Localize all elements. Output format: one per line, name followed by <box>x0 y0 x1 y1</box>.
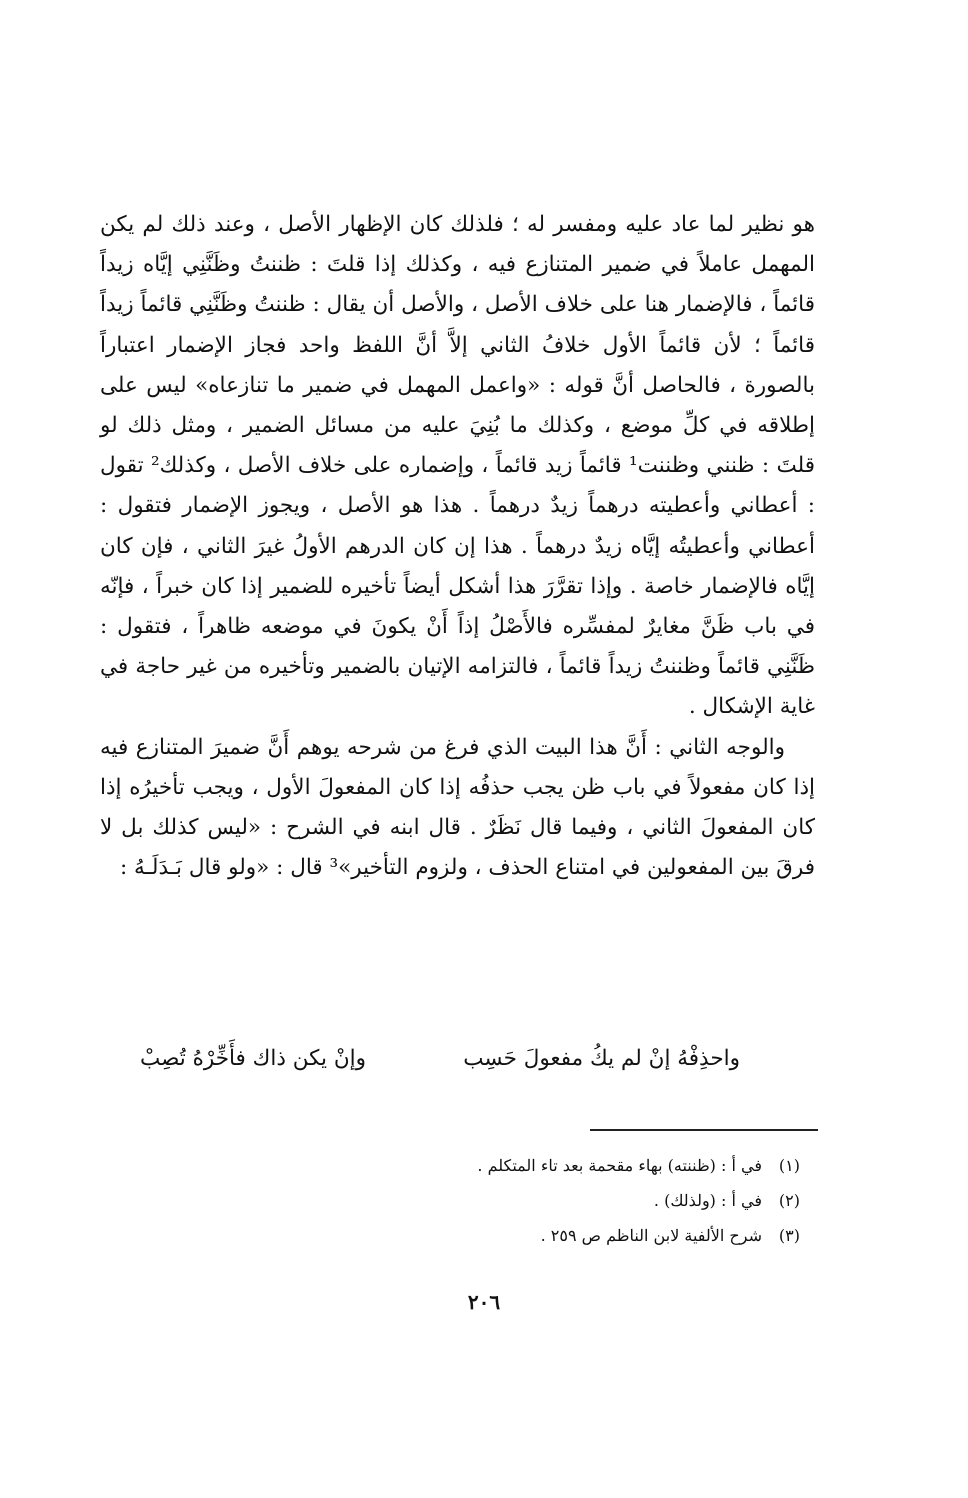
poetry-verse <box>140 1036 740 1080</box>
verse-second-hemistich: وإنْ يكن ذاك فأَخِّرْهُ تُصِبْ <box>140 1045 366 1071</box>
footnote-text: في أ : (ظننته) بهاء مقحمة بعد تاء المتكلم . <box>477 1156 762 1175</box>
page-number: ٢٠٦ <box>467 1290 501 1314</box>
footnote-number: (١) <box>778 1156 800 1175</box>
paragraph-1: هو نظير لما عاد عليه ومفسر له ؛ فلذلك كان الإظهار الأصل ، وعند ذلك لم يكن المهمل عاملاً في ضمير المتنازع فيه ، وكذلك إذا قلتَ : ظننتُ وظَنَّنِي إيَّاه زيداً قائماً ، فالإضمار هنا على خلاف الأصل ، والأصل أن يقال : ظننتُ وظَنَّنِي قائماً زيداً قائماً ؛ لأن قائماً الأول خلافُ الثاني إلاَّ أنَّ اللفظ واحد فجاز الإضمار اعتباراً بالصورة ، فالحاصل أنَّ قوله : «واعمل المهمل في ضمير ما تنازعاه» ليس على إطلاقه في كلِّ موضع ، وكذلك ما بُنِيَ عليه من مسائل الضمير ، ومثل ذلك لو قلتَ : ظنني وظننت¹ قائماً زيد قائماً ، وإضماره على خلاف الأصل ، وكذلك² تقول : أعطاني وأعطيته درهماً زيدٌ درهماً . هذا هو الأصل ، ويجوز الإضمار فتقول : أعطاني وأعطيتُه إيَّاه زيدٌ درهماً . هذا إن كان الدرهم الأولُ غيرَ الثاني ، فإن كان إيَّاه فالإضمار خاصة . وإذا تقرَّرَ هذا أشكل أيضاً تأخيره للضمير إذا كان خبراً ، فإنّه في باب ظَنَّ مغايرٌ لمفسِّره فالأَصْلُ إذاً أَنْ يكونَ في موضعه ظاهراً ، فتقول : ظَنَّنِي قائماً وظننتُ زيداً قائماً ، فالتزامه الإتيان بالضمير وتأخيره من غير حاجة في غاية الإشكال . <box>100 212 815 720</box>
footnote-separator <box>590 1129 818 1131</box>
footnote-item <box>380 1148 800 1183</box>
footnote-text: في أ : (ولذلك) . <box>653 1191 762 1210</box>
paragraph-2: والوجه الثاني : أَنَّ هذا البيت الذي فرغ من شرحه يوهم أَنَّ ضميرَ المتنازع فيه إذا كان مفعولاً في باب ظن يجب حذفُه إذا كان المفعولَ الأول ، ويجب تأخيرُه إذا كان المفعولَ الثاني ، وفيما قال نَظَرٌ . قال ابنه في الشرح : «ليس كذلك بل لا فرقَ بين المفعولين في امتناع الحذف ، ولزوم التأخير»³ قال : «ولو قال بَـدَلَـهُ : <box>100 734 815 881</box>
footnotes <box>380 1148 800 1253</box>
footnote-number: (٣) <box>778 1226 800 1245</box>
verse-first-hemistich: واحذِفْهُ إنْ لم يكُ مفعولَ حَسِب <box>463 1045 740 1071</box>
footnote-item <box>380 1183 800 1218</box>
footnote-item <box>380 1218 800 1253</box>
footnote-number: (٢) <box>778 1191 800 1210</box>
footnote-text: شرح الألفية لابن الناظم ص ٢٥٩ . <box>540 1226 762 1245</box>
main-text <box>100 205 815 888</box>
